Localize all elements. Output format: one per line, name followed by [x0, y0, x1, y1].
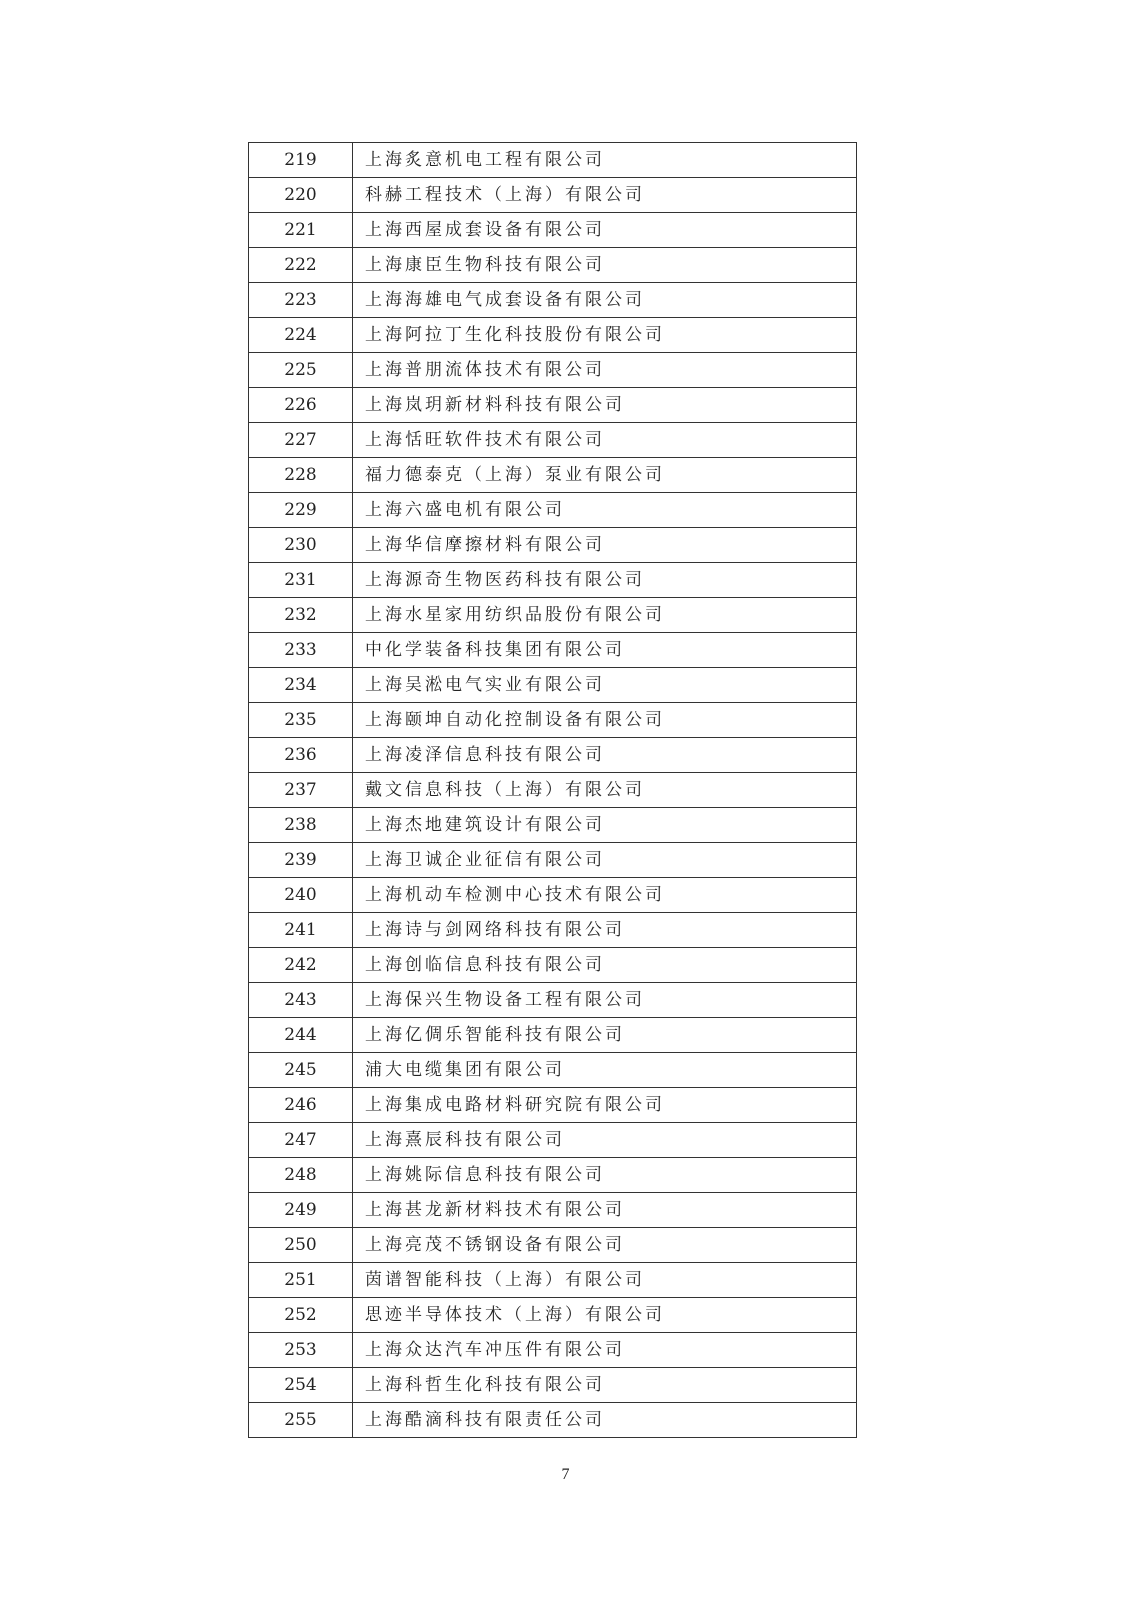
company-name: 上海海雄电气成套设备有限公司 — [353, 283, 857, 318]
company-name: 戴文信息科技（上海）有限公司 — [353, 773, 857, 808]
row-number: 231 — [249, 563, 353, 598]
company-name: 上海恬旺软件技术有限公司 — [353, 423, 857, 458]
table-row — [249, 213, 857, 248]
row-number: 233 — [249, 633, 353, 668]
company-name: 上海熹辰科技有限公司 — [353, 1123, 857, 1158]
company-name: 上海亮茂不锈钢设备有限公司 — [353, 1228, 857, 1263]
company-name: 上海诗与剑网络科技有限公司 — [353, 913, 857, 948]
table-row — [249, 1263, 857, 1298]
company-name: 上海科哲生化科技有限公司 — [353, 1368, 857, 1403]
company-name: 上海亿倜乐智能科技有限公司 — [353, 1018, 857, 1053]
row-number: 248 — [249, 1158, 353, 1193]
company-name: 上海岚玥新材料科技有限公司 — [353, 388, 857, 423]
row-number: 247 — [249, 1123, 353, 1158]
company-name: 上海六盛电机有限公司 — [353, 493, 857, 528]
row-number: 230 — [249, 528, 353, 563]
table-row — [249, 1193, 857, 1228]
row-number: 253 — [249, 1333, 353, 1368]
table-row — [249, 1228, 857, 1263]
row-number: 222 — [249, 248, 353, 283]
row-number: 242 — [249, 948, 353, 983]
table-row — [249, 1018, 857, 1053]
row-number: 243 — [249, 983, 353, 1018]
row-number: 246 — [249, 1088, 353, 1123]
row-number: 234 — [249, 668, 353, 703]
table-row — [249, 808, 857, 843]
table-row — [249, 248, 857, 283]
row-number: 249 — [249, 1193, 353, 1228]
row-number: 221 — [249, 213, 353, 248]
row-number: 240 — [249, 878, 353, 913]
table-row — [249, 843, 857, 878]
company-name: 上海集成电路材料研究院有限公司 — [353, 1088, 857, 1123]
table-row — [249, 633, 857, 668]
row-number: 245 — [249, 1053, 353, 1088]
row-number: 226 — [249, 388, 353, 423]
company-name: 科赫工程技术（上海）有限公司 — [353, 178, 857, 213]
table-row — [249, 983, 857, 1018]
table-row — [249, 878, 857, 913]
row-number: 224 — [249, 318, 353, 353]
row-number: 250 — [249, 1228, 353, 1263]
company-name: 上海姚际信息科技有限公司 — [353, 1158, 857, 1193]
company-name: 上海创临信息科技有限公司 — [353, 948, 857, 983]
row-number: 236 — [249, 738, 353, 773]
company-name: 茵谱智能科技（上海）有限公司 — [353, 1263, 857, 1298]
table-row — [249, 318, 857, 353]
row-number: 223 — [249, 283, 353, 318]
table-row — [249, 773, 857, 808]
table-row — [249, 563, 857, 598]
company-name: 上海西屋成套设备有限公司 — [353, 213, 857, 248]
row-number: 229 — [249, 493, 353, 528]
company-name: 上海炙意机电工程有限公司 — [353, 143, 857, 178]
row-number: 254 — [249, 1368, 353, 1403]
table-row — [249, 178, 857, 213]
table-body — [249, 143, 857, 1438]
company-name: 上海康臣生物科技有限公司 — [353, 248, 857, 283]
page-number: 7 — [561, 1466, 570, 1483]
table-row — [249, 458, 857, 493]
table-row — [249, 1298, 857, 1333]
row-number: 244 — [249, 1018, 353, 1053]
company-name: 上海吴淞电气实业有限公司 — [353, 668, 857, 703]
company-name: 上海机动车检测中心技术有限公司 — [353, 878, 857, 913]
row-number: 235 — [249, 703, 353, 738]
company-name: 上海甚龙新材料技术有限公司 — [353, 1193, 857, 1228]
table-row — [249, 1333, 857, 1368]
row-number: 239 — [249, 843, 353, 878]
table-row — [249, 423, 857, 458]
company-name: 福力德泰克（上海）泵业有限公司 — [353, 458, 857, 493]
table-row — [249, 1368, 857, 1403]
table-row — [249, 598, 857, 633]
company-name: 上海普朋流体技术有限公司 — [353, 353, 857, 388]
row-number: 232 — [249, 598, 353, 633]
table-row — [249, 528, 857, 563]
row-number: 225 — [249, 353, 353, 388]
row-number: 237 — [249, 773, 353, 808]
company-name: 上海杰地建筑设计有限公司 — [353, 808, 857, 843]
company-list-table — [248, 142, 857, 1438]
table-row — [249, 1053, 857, 1088]
table-row — [249, 913, 857, 948]
company-name: 上海阿拉丁生化科技股份有限公司 — [353, 318, 857, 353]
table-row — [249, 353, 857, 388]
company-name: 上海众达汽车冲压件有限公司 — [353, 1333, 857, 1368]
company-name: 上海水星家用纺织品股份有限公司 — [353, 598, 857, 633]
table-row — [249, 283, 857, 318]
table-row — [249, 1403, 857, 1438]
company-name: 上海源奇生物医药科技有限公司 — [353, 563, 857, 598]
row-number: 228 — [249, 458, 353, 493]
company-name: 上海凌泽信息科技有限公司 — [353, 738, 857, 773]
table-row — [249, 668, 857, 703]
table-row — [249, 948, 857, 983]
row-number: 241 — [249, 913, 353, 948]
table-row — [249, 1088, 857, 1123]
company-name: 上海卫诚企业征信有限公司 — [353, 843, 857, 878]
company-name: 上海酷滴科技有限责任公司 — [353, 1403, 857, 1438]
company-name: 浦大电缆集团有限公司 — [353, 1053, 857, 1088]
table-row — [249, 703, 857, 738]
table-row — [249, 1158, 857, 1193]
table-row — [249, 1123, 857, 1158]
table-row — [249, 738, 857, 773]
company-name: 上海颐坤自动化控制设备有限公司 — [353, 703, 857, 738]
row-number: 255 — [249, 1403, 353, 1438]
row-number: 227 — [249, 423, 353, 458]
row-number: 238 — [249, 808, 353, 843]
company-name: 上海华信摩擦材料有限公司 — [353, 528, 857, 563]
table-row — [249, 143, 857, 178]
company-name: 思迹半导体技术（上海）有限公司 — [353, 1298, 857, 1333]
row-number: 220 — [249, 178, 353, 213]
company-name: 上海保兴生物设备工程有限公司 — [353, 983, 857, 1018]
table-row — [249, 388, 857, 423]
row-number: 251 — [249, 1263, 353, 1298]
row-number: 219 — [249, 143, 353, 178]
company-name: 中化学装备科技集团有限公司 — [353, 633, 857, 668]
row-number: 252 — [249, 1298, 353, 1333]
table-row — [249, 493, 857, 528]
